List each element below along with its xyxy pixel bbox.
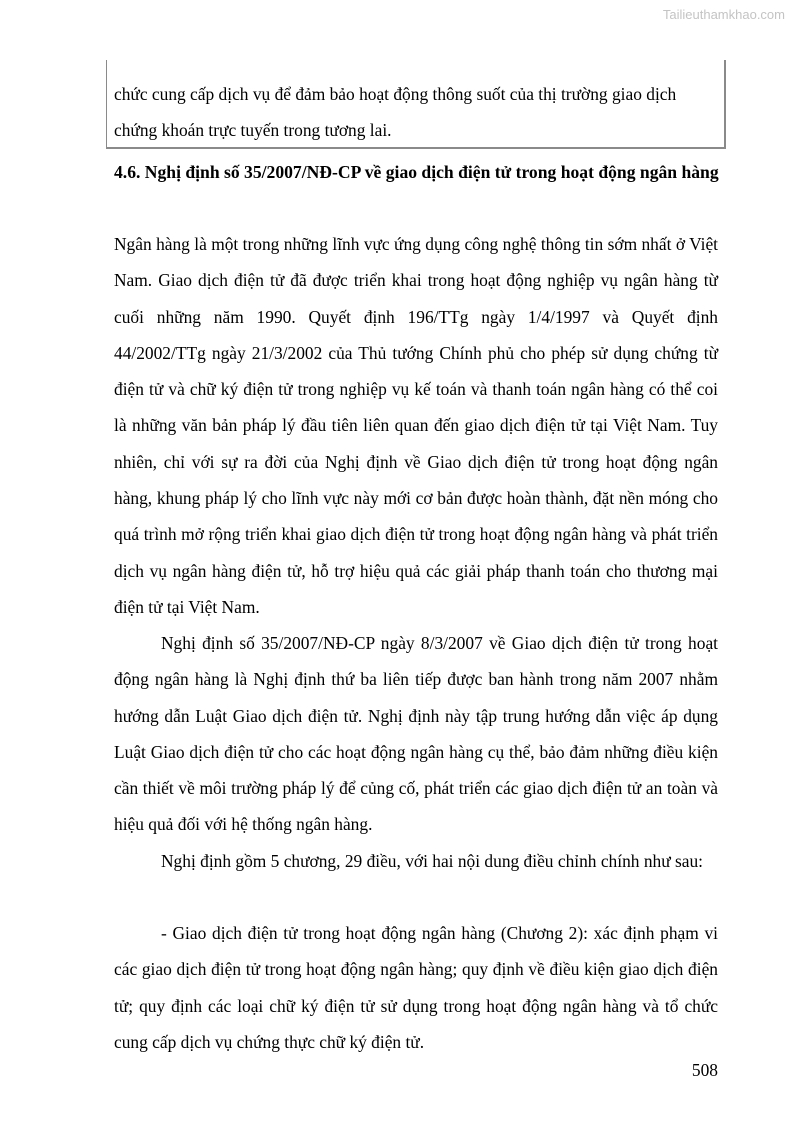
boxed-line: chức cung cấp dịch vụ để đảm bảo hoạt động thông suốt của thị trường giao dịch (114, 84, 677, 104)
paragraph: Nghị định gồm 5 chương, 29 điều, với hai nội dung điều chỉnh chính như sau: (161, 851, 703, 871)
paragraph: Ngân hàng là một trong những lĩnh vực ứng dụng công nghệ thông tin sớm nhất ở Việt Nam. Giao dịch điện tử đã được triển khai trong hoạt động nghiệp vụ ngân hàng từ cuối những năm 1990. Quyết định 196/TTg ngày 1/4/1997 và Quyết định 44/2002/TTg ngày 21/3/2002 của Thủ tướng Chính phủ cho phép sử dụng chứng từ điện tử và chữ ký điện tử trong nghiệp vụ kế toán và thanh toán ngân hàng có thể coi là những văn bản pháp lý đầu tiên liên quan đến giao dịch điện tử tại Việt Nam. Tuy nhiên, chỉ với sự ra đời của Nghị định về Giao dịch điện tử trong hoạt động ngân hàng, khung pháp lý cho lĩnh vực này mới cơ bản được hoàn thành, đặt nền móng cho quá trình mở rộng triển khai giao dịch điện tử trong hoạt động ngân hàng và phát triển dịch vụ ngân hàng điện tử, hỗ trợ hiệu quả các giải pháp thanh toán cho thương mại điện tử tại Việt Nam. (114, 234, 718, 617)
boxed-line: chứng khoán trực tuyến trong tương lai. (114, 120, 392, 140)
paragraph: Nghị định số 35/2007/NĐ-CP ngày 8/3/2007 về Giao dịch điện tử trong hoạt động ngân hàng là Nghị định thứ ba liên tiếp được ban hành trong năm 2007 nhằm hướng dẫn Luật Giao dịch điện tử. Nghị định này tập trung hướng dẫn việc áp dụng Luật Giao dịch điện tử cho các hoạt động ngân hàng cụ thể, bảo đảm những điều kiện cần thiết về môi trường pháp lý để củng cố, phát triển các giao dịch điện tử an toàn và hiệu quả đối với hệ thống ngân hàng. (114, 633, 718, 835)
paragraph: - Giao dịch điện tử trong hoạt động ngân hàng (Chương 2): xác định phạm vi các giao dịch điện tử trong hoạt động ngân hàng; quy định về điều kiện giao dịch điện tử; quy định các loại chữ ký điện tử sử dụng trong hoạt động ngân hàng và tổ chức cung cấp dịch vụ chứng thực chữ ký điện tử. (114, 923, 718, 1052)
page-number: 508 (691, 1060, 718, 1080)
boxed-text-continuation (106, 60, 726, 149)
watermark: Tailieuthamkhao.com (662, 7, 785, 22)
section-heading: 4.6. Nghị định số 35/2007/NĐ-CP về giao dịch điện tử trong hoạt động ngân hàng (114, 162, 719, 182)
